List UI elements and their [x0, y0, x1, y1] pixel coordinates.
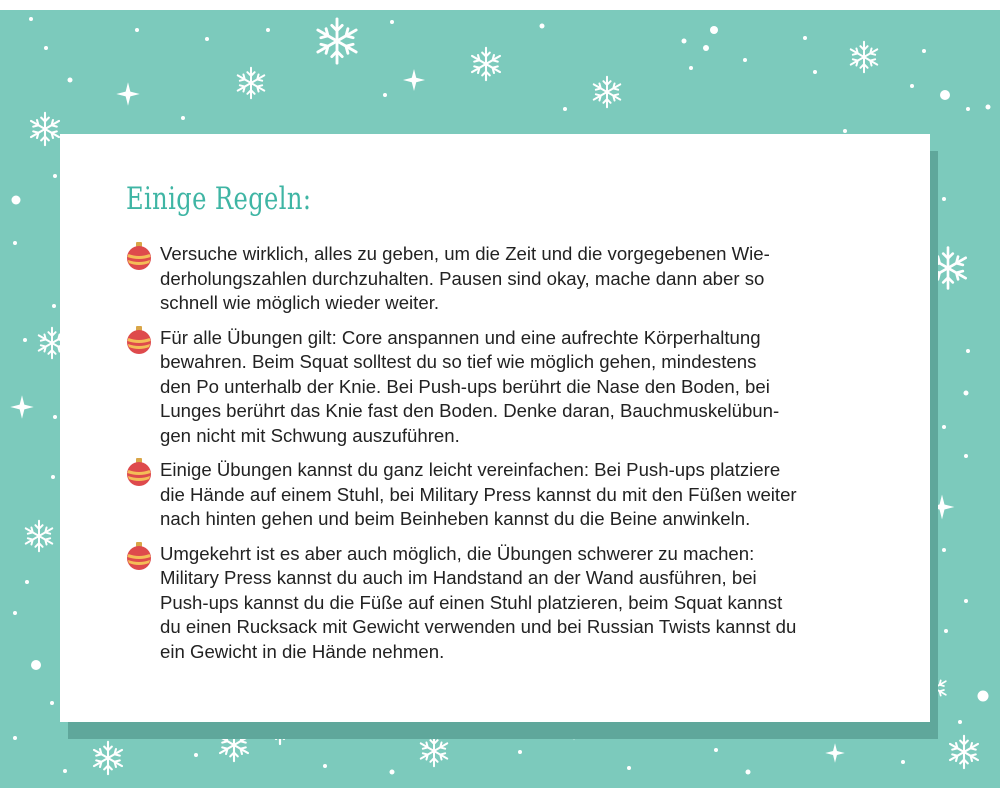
rules-card: [60, 134, 930, 722]
ornament-icon: [126, 457, 152, 487]
rules-title: Einige Regeln:: [126, 181, 312, 217]
snowflake-icon: [24, 521, 54, 552]
rule-item: [160, 542, 885, 665]
sparkle-icon: [116, 82, 139, 105]
rule-text: Einige Übungen kannst du ganz leicht vereinfachen: Bei Push-ups platziere die Hände auf einem Stuhl, bei Military Press kannst du mit den Füßen weiter nach hinten gehen und beim Beinheben kannst du die Beine anwinkeln.: [160, 459, 797, 529]
sparkle-icon: [403, 69, 425, 91]
sparkle-icon: [10, 395, 33, 418]
snowy-background: [0, 10, 1000, 788]
rule-item: [160, 458, 885, 532]
rule-item: [160, 242, 885, 316]
snowflake-icon: [470, 48, 502, 80]
sparkle-icon: [825, 743, 845, 763]
snowflake-icon: [315, 19, 358, 63]
ornament-icon: [126, 325, 152, 355]
snowflake-icon: [419, 736, 449, 767]
ornament-icon: [126, 241, 152, 271]
rules-list: [160, 242, 885, 674]
snowflake-icon: [948, 736, 980, 768]
rule-text: Umgekehrt ist es aber auch möglich, die Übungen schwerer zu machen: Military Press kannst du auch im Handstand an der Wand ausführen, bei Push-ups kannst du die Füße auf einen Stuhl platzieren, beim Squat kannst du einen Rucksack mit Gewicht verwenden und bei Russian Twists kannst du ein Gewicht in die Hände nehmen.: [160, 542, 797, 662]
snowflake-icon: [236, 68, 266, 99]
rule-text: Für alle Übungen gilt: Core anspannen und eine aufrechte Körperhaltung bewahren. Beim Squat solltest du so tief wie möglich gehen, mindestens den Po unterhalb der Knie. Bei Push-ups berührt die Nase den Boden, bei Lunges berührt das Knie fast den Boden. Denke daran, Bauchmuskelübun- gen nicht mit Schwung auszuführen.: [160, 326, 780, 446]
rule-item: [160, 326, 885, 449]
snowflake-icon: [592, 77, 622, 108]
rule-text: Versuche wirklich, alles zu geben, um die Zeit und die vorgegebenen Wie- derholungszahlen durchzuhalten. Pausen sind okay, mache dann aber so schnell wie möglich wieder weiter.: [160, 243, 770, 313]
snowflake-icon: [849, 42, 879, 73]
snowflake-icon: [29, 113, 61, 145]
snowflake-icon: [92, 742, 124, 774]
ornament-icon: [126, 541, 152, 571]
